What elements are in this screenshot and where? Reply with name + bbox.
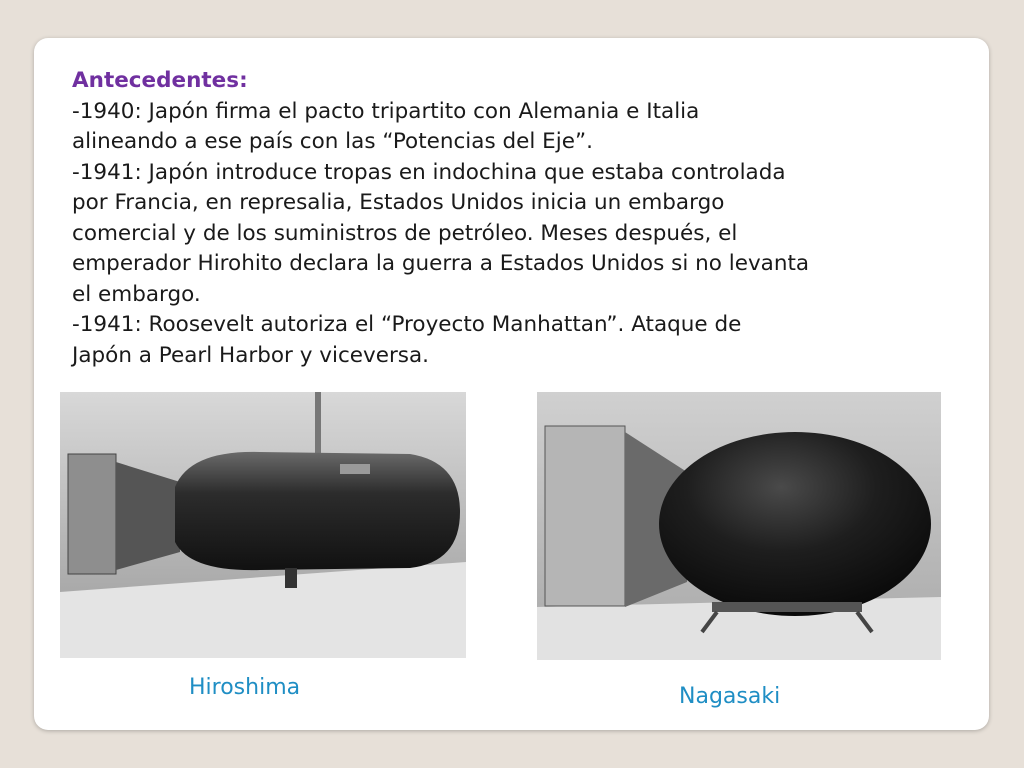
paragraph-1941-manhattan: -1941: Roosevelt autoriza el “Proyecto Manhattan”. Ataque de Japón a Pearl Harbor y viceversa.: [72, 312, 742, 368]
photo-fat-man-bomb: [537, 392, 941, 660]
little-boy-illustration: [60, 392, 466, 658]
text-block: [72, 66, 972, 371]
slide-heading: Antecedentes:: [72, 68, 248, 93]
fat-man-illustration: [537, 392, 941, 660]
paragraph-1940: -1940: Japón firma el pacto tripartito con Alemania e Italia alineando a ese país con las “Potencias del Eje”.: [72, 98, 700, 154]
slide: [34, 38, 989, 730]
caption-hiroshima: Hiroshima: [189, 675, 301, 700]
photo-little-boy-bomb: [60, 392, 466, 658]
caption-nagasaki: Nagasaki: [679, 684, 781, 709]
paragraph-1941-embargo: -1941: Japón introduce tropas en indochina que estaba controlada por Francia, en represalia, Estados Unidos inicia un embargo comercial y de los suministros de petróleo. Meses después, el emperador Hirohito declara la guerra a Estados Unidos si no levanta el embargo.: [72, 159, 810, 307]
